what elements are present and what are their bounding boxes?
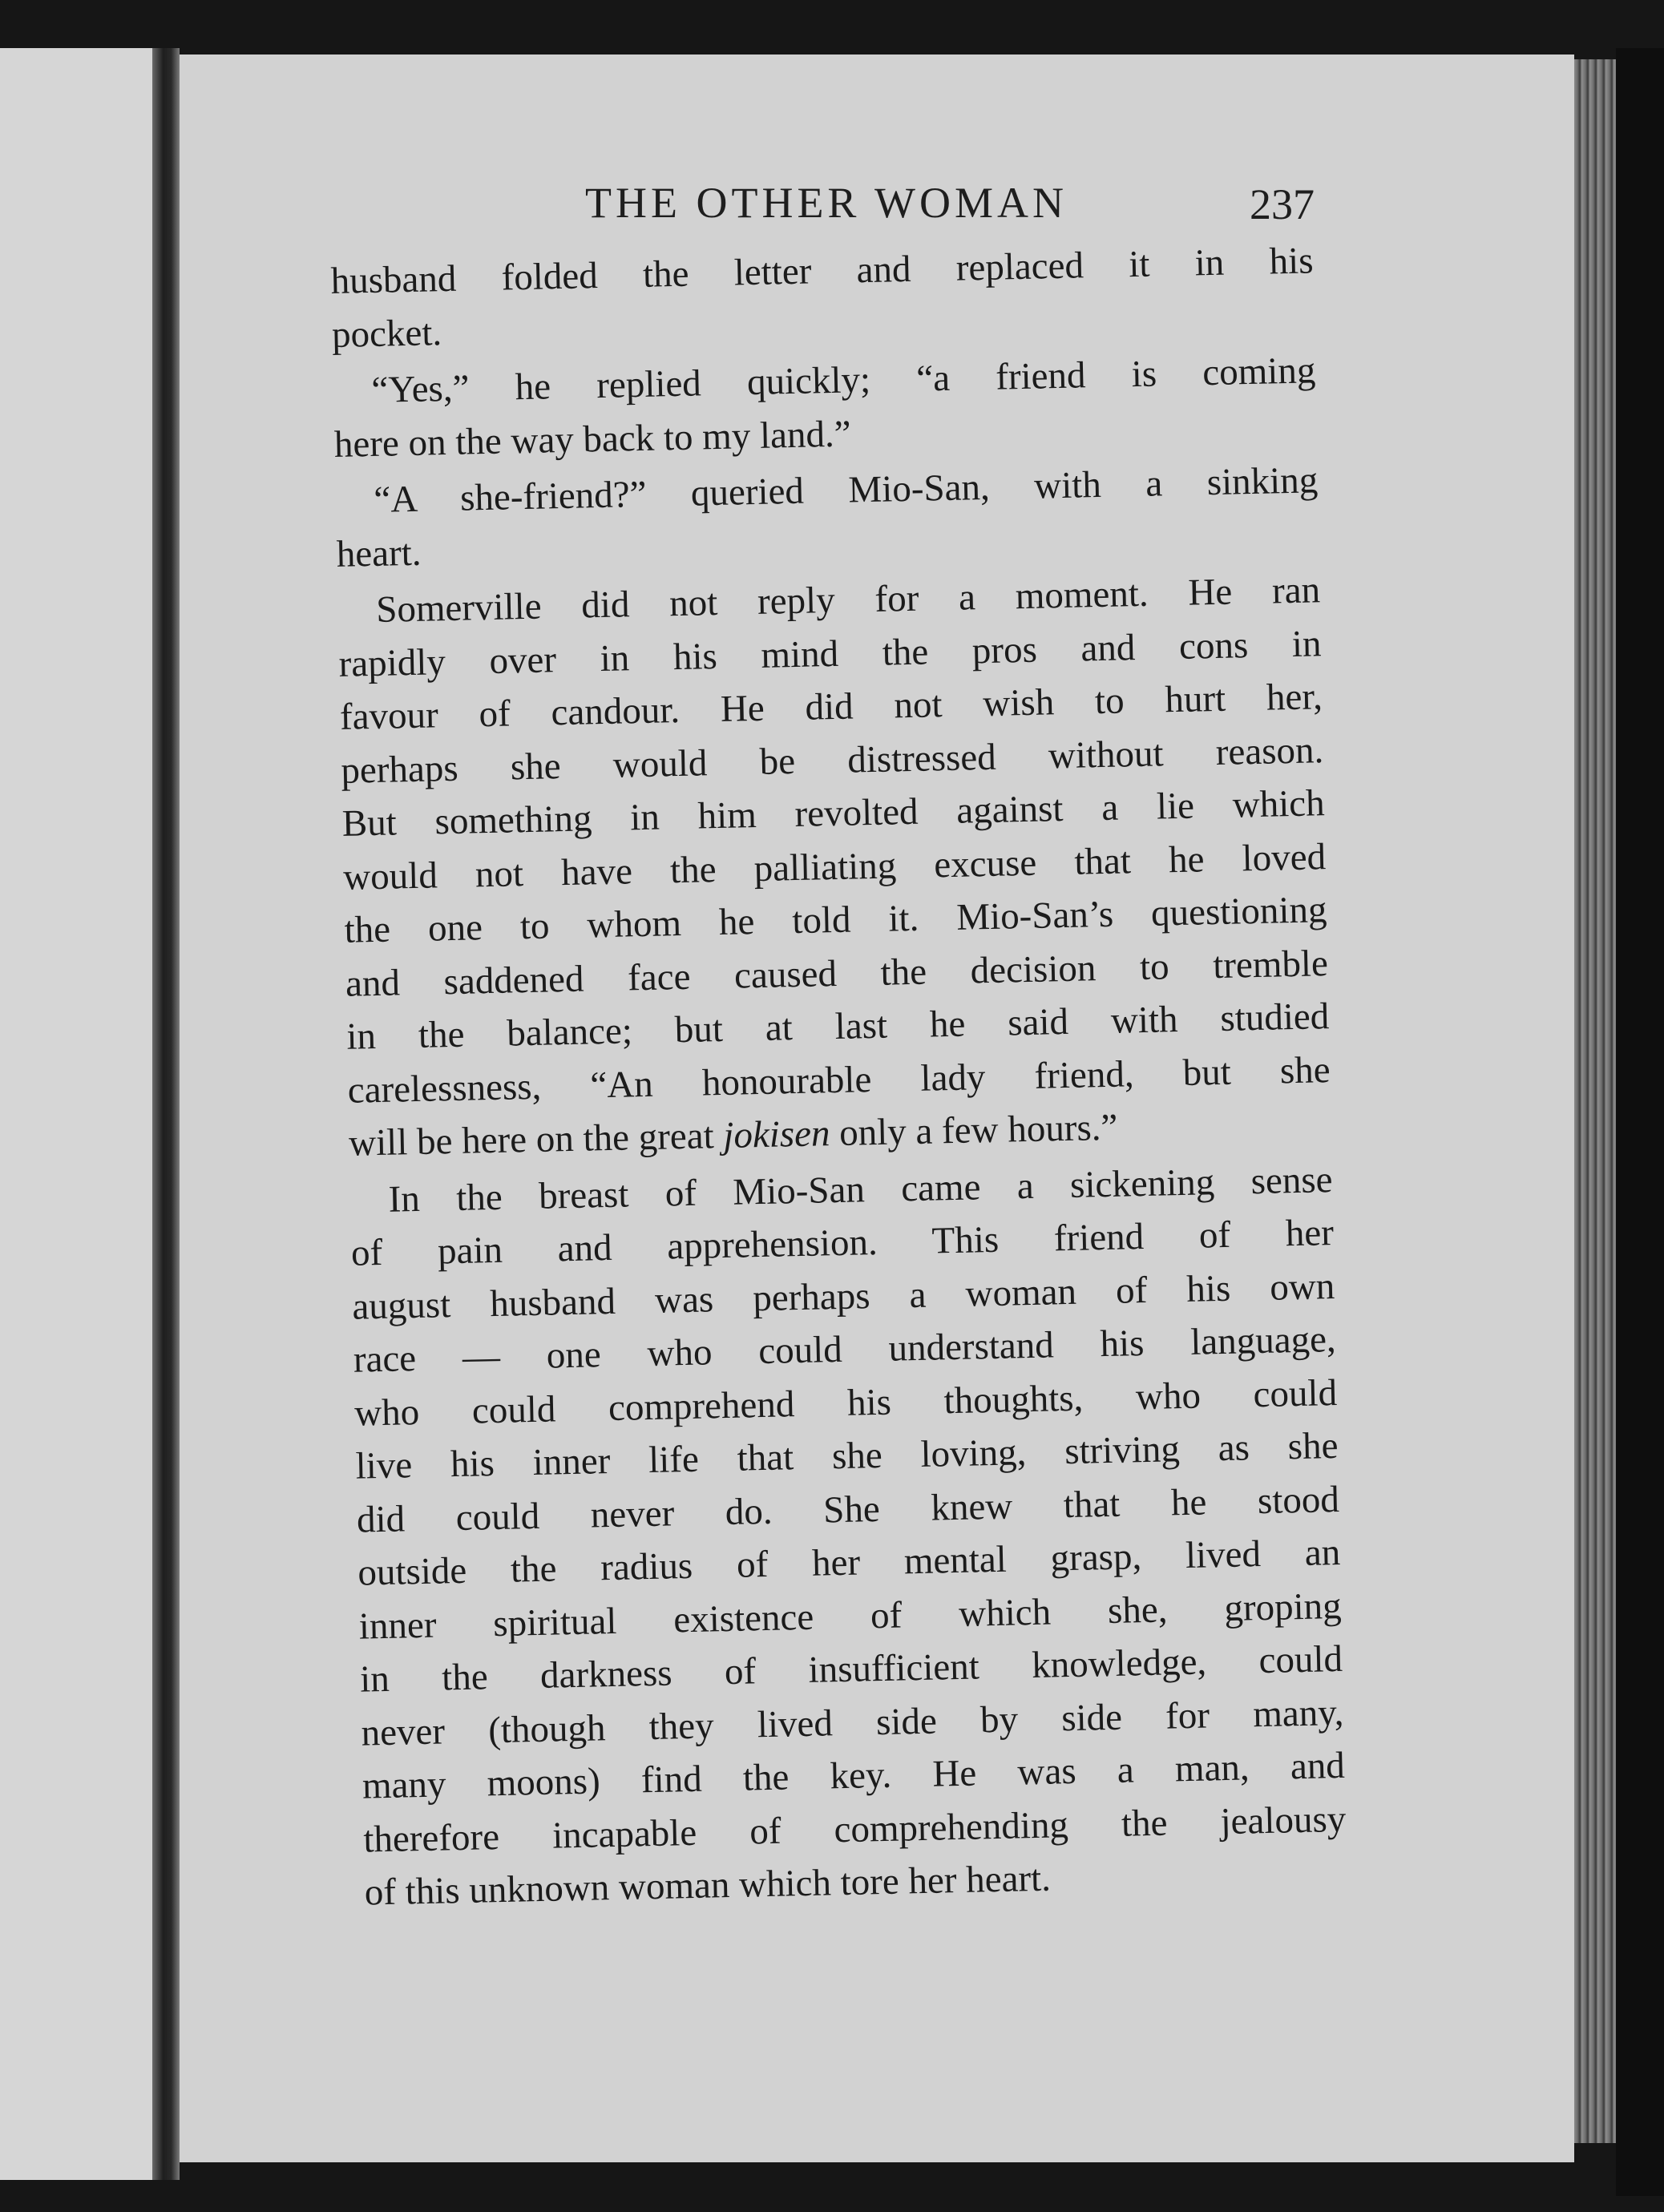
text-line: But something in him revolted against a lie which — [341, 782, 1326, 845]
text-fragment: will be here on the great — [348, 1114, 724, 1165]
text-line: inner spiritual existence of which she, groping — [358, 1584, 1343, 1648]
text-line: the one to whom he told it. Mio-San’s questioning — [344, 889, 1327, 951]
text-line: in the darkness of insufficient knowledge, could — [359, 1637, 1343, 1701]
text-fragment: only a few hours.” — [829, 1106, 1118, 1155]
text-line: “Yes,” he replied quickly; “a friend is coming — [371, 349, 1316, 411]
text-line: perhaps she would be distressed without reason. — [340, 729, 1324, 792]
page-number: 237 — [1250, 180, 1315, 228]
text-line: in the balance; but at last he said with studied — [345, 995, 1330, 1058]
text-line: rapidly over in his mind the pros and cons in — [338, 622, 1322, 685]
text-line: race — one who could understand his language, — [353, 1318, 1337, 1381]
text-line: therefore incapable of comprehending the jealousy — [362, 1798, 1347, 1861]
text-line: pocket. — [331, 311, 442, 356]
body-text — [330, 234, 1347, 1919]
text-line: In the breast of Mio-San came a sickening sense — [388, 1158, 1333, 1221]
text-line: many moons) find the key. He was a man, and — [361, 1744, 1346, 1807]
running-title: THE OTHER WOMAN — [585, 179, 1068, 227]
text-line: of this unknown woman which tore her heart. — [364, 1857, 1052, 1914]
book-gutter — [152, 48, 180, 2180]
text-line: would not have the palliating excuse that he loved — [342, 835, 1327, 898]
page-block-edge — [1574, 59, 1616, 2143]
text-line: carelessness, “An honourable lady friend, but she — [347, 1048, 1331, 1112]
left-page-edge — [0, 48, 152, 2180]
text-line: here on the way back to my land.” — [333, 412, 852, 466]
italic-word: jokisen — [722, 1112, 830, 1156]
text-line: “A she-friend?” queried Mio-San, with a sinking — [373, 459, 1319, 521]
text-line: heart. — [336, 531, 422, 575]
text-line: never (though they lived side by side for many, — [361, 1691, 1344, 1754]
scan-background — [1616, 48, 1664, 2196]
text-line: august husband was perhaps a woman of his own — [351, 1265, 1335, 1328]
text-line: of pain and apprehension. This friend of her — [350, 1212, 1335, 1274]
text-line: live his inner life that she loving, striving as she — [355, 1424, 1339, 1487]
text-line: outside the radius of her mental grasp, lived an — [357, 1531, 1341, 1594]
text-line: husband folded the letter and replaced it in his — [330, 240, 1314, 302]
text-line: and saddened face caused the decision to tremble — [345, 942, 1329, 1005]
text-line: who could comprehend his thoughts, who could — [353, 1371, 1338, 1435]
text-line: Somerville did not reply for a moment. He ran — [375, 569, 1321, 631]
text-line: favour of candour. He did not wish to hurt her, — [339, 676, 1323, 738]
text-line: did could never do. She knew that he stood — [356, 1478, 1340, 1541]
